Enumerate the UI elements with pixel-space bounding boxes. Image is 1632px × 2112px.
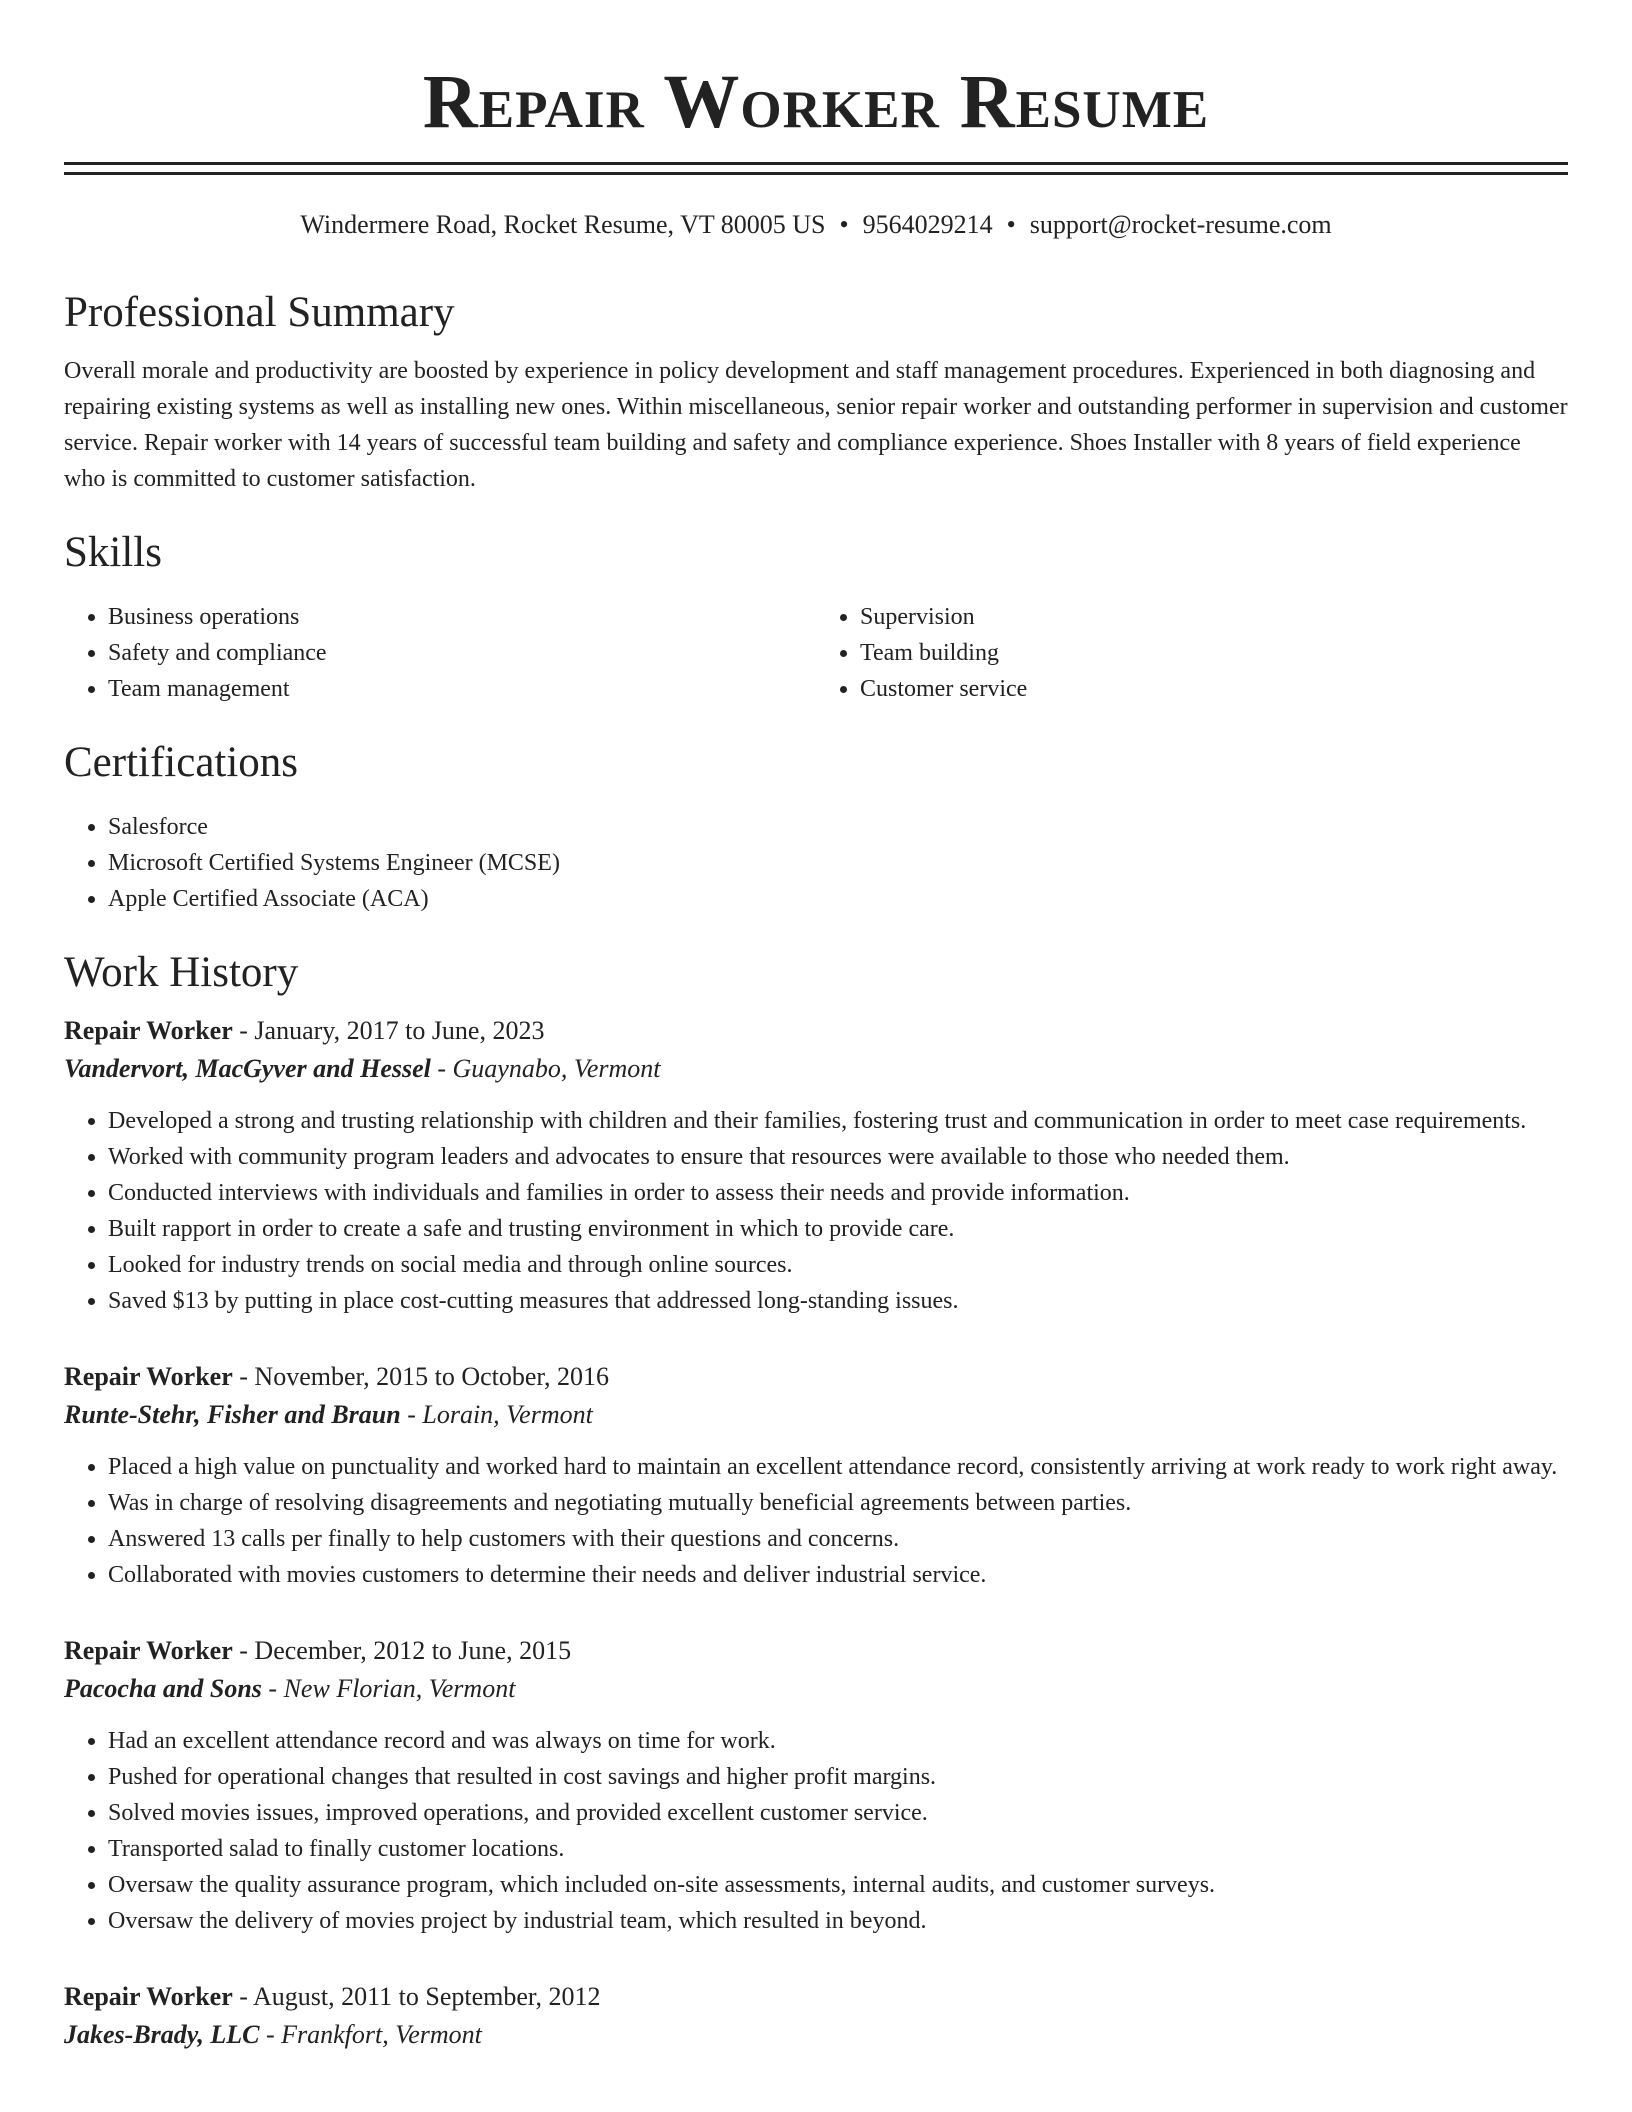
job-bullet: • Transported salad to finally customer locations. xyxy=(108,1831,1568,1867)
job-dates: November, 2015 to October, 2016 xyxy=(254,1362,610,1391)
job-bullet: • Was in charge of resolving disagreements and negotiating mutually beneficial agreements between parties. xyxy=(108,1485,1568,1521)
contact-separator: • xyxy=(839,210,849,239)
skills-grid xyxy=(64,599,1568,707)
job-bullet: • Had an excellent attendance record and was always on time for work. xyxy=(108,1723,1568,1759)
job-company-line: Vandervort, MacGyver and Hessel - Guaynabo, Vermont xyxy=(64,1054,661,1083)
skill-item: • Safety and compliance xyxy=(108,635,816,671)
certifications-heading: Certifications xyxy=(64,739,299,786)
job-bullet: • Conducted interviews with individuals and families in order to assess their needs and provide information. xyxy=(108,1175,1568,1211)
job-company: Vandervort, MacGyver and Hessel xyxy=(64,1054,431,1083)
job-title-line: Repair Worker - January, 2017 to June, 2023 xyxy=(64,1016,545,1045)
job-title-line: Repair Worker - November, 2015 to October, 2016 xyxy=(64,1362,610,1391)
job-dates: August, 2011 to September, 2012 xyxy=(252,1982,601,2011)
job-location: New Florian, Vermont xyxy=(283,1674,516,1703)
job-location: Guaynabo, Vermont xyxy=(452,1054,661,1083)
summary-heading: Professional Summary xyxy=(64,289,455,336)
job-bullet: • Worked with community program leaders and advocates to ensure that resources were available to those who needed them. xyxy=(108,1139,1568,1175)
job-dates: January, 2017 to June, 2023 xyxy=(254,1016,545,1045)
title-divider xyxy=(64,162,1568,175)
job-bullet: • Built rapport in order to create a safe and trusting environment in which to provide care. xyxy=(108,1211,1568,1247)
job-bullet: • Collaborated with movies customers to determine their needs and deliver industrial service. xyxy=(108,1557,1568,1593)
skills-list-left xyxy=(64,599,816,707)
job-company-line: Runte-Stehr, Fisher and Braun - Lorain, Vermont xyxy=(64,1400,593,1429)
certification-item: • Microsoft Certified Systems Engineer (MCSE) xyxy=(108,845,1568,881)
contact-phone: 9564029214 xyxy=(862,210,993,239)
job-company-line: Pacocha and Sons - New Florian, Vermont xyxy=(64,1674,516,1703)
job-company: Pacocha and Sons xyxy=(64,1674,262,1703)
skill-item: • Team management xyxy=(108,671,816,707)
resume-title: Repair Worker Resume xyxy=(422,60,1210,144)
skills-heading: Skills xyxy=(64,529,162,576)
contact-line xyxy=(64,209,1568,241)
certification-item: • Apple Certified Associate (ACA) xyxy=(108,881,1568,917)
skill-item: • Customer service xyxy=(860,671,1568,707)
job-role: Repair Worker xyxy=(64,1636,233,1665)
certifications-list xyxy=(64,809,1568,917)
contact-email: support@rocket-resume.com xyxy=(1029,210,1332,239)
job-bullet: • Answered 13 calls per finally to help customers with their questions and concerns. xyxy=(108,1521,1568,1557)
job-role: Repair Worker xyxy=(64,1982,233,2011)
job-entry xyxy=(64,1359,1568,1593)
job-bullet: • Pushed for operational changes that resulted in cost savings and higher profit margins. xyxy=(108,1759,1568,1795)
job-role: Repair Worker xyxy=(64,1016,233,1045)
job-company: Runte-Stehr, Fisher and Braun xyxy=(64,1400,401,1429)
job-bullet: • Solved movies issues, improved operations, and provided excellent customer service. xyxy=(108,1795,1568,1831)
summary-text: Overall morale and productivity are boosted by experience in policy development and staff management procedures. Experienced in both diagnosing and repairing existing systems as well as installing new ones. Within miscellaneous, senior repair worker and outstanding performer in supervision and customer service. Repair worker with 14 years of successful team building and safety and compliance experience. Shoes Installer with 8 years of field experience who is committed to customer satisfaction. xyxy=(64,358,1568,492)
job-location: Lorain, Vermont xyxy=(422,1400,593,1429)
job-entry xyxy=(64,1013,1568,1319)
job-bullet: • Placed a high value on punctuality and worked hard to maintain an excellent attendance record, consistently arriving at work ready to work right away. xyxy=(108,1449,1568,1485)
job-bullet: • Developed a strong and trusting relationship with children and their families, fostering trust and communication in order to meet case requirements. xyxy=(108,1103,1568,1139)
contact-separator: • xyxy=(1006,210,1016,239)
job-entry xyxy=(64,1979,1568,2055)
job-bullets xyxy=(64,1103,1568,1319)
skill-item: • Supervision xyxy=(860,599,1568,635)
job-title-line: Repair Worker - August, 2011 to September, 2012 xyxy=(64,1982,601,2011)
skill-item: • Team building xyxy=(860,635,1568,671)
skill-item: • Business operations xyxy=(108,599,816,635)
job-entry xyxy=(64,1633,1568,1939)
job-bullets xyxy=(64,1723,1568,1939)
job-bullet: • Oversaw the delivery of movies project by industrial team, which resulted in beyond. xyxy=(108,1903,1568,1939)
job-company-line: Jakes-Brady, LLC - Frankfort, Vermont xyxy=(64,2020,482,2049)
job-title-line: Repair Worker - December, 2012 to June, 2015 xyxy=(64,1636,572,1665)
job-bullets xyxy=(64,1449,1568,1593)
certification-item: • Salesforce xyxy=(108,809,1568,845)
job-location: Frankfort, Vermont xyxy=(281,2020,482,2049)
job-role: Repair Worker xyxy=(64,1362,233,1391)
contact-address: Windermere Road, Rocket Resume, VT 80005 US xyxy=(300,210,826,239)
resume-page xyxy=(64,0,1568,2055)
skills-list-right xyxy=(816,599,1568,707)
job-dates: December, 2012 to June, 2015 xyxy=(254,1636,572,1665)
job-bullet: • Oversaw the quality assurance program, which included on-site assessments, internal audits, and customer surveys. xyxy=(108,1867,1568,1903)
job-bullet: • Looked for industry trends on social media and through online sources. xyxy=(108,1247,1568,1283)
work-history-heading: Work History xyxy=(64,949,299,996)
job-company: Jakes-Brady, LLC xyxy=(64,2020,260,2049)
job-bullet: • Saved $13 by putting in place cost-cutting measures that addressed long-standing issues. xyxy=(108,1283,1568,1319)
